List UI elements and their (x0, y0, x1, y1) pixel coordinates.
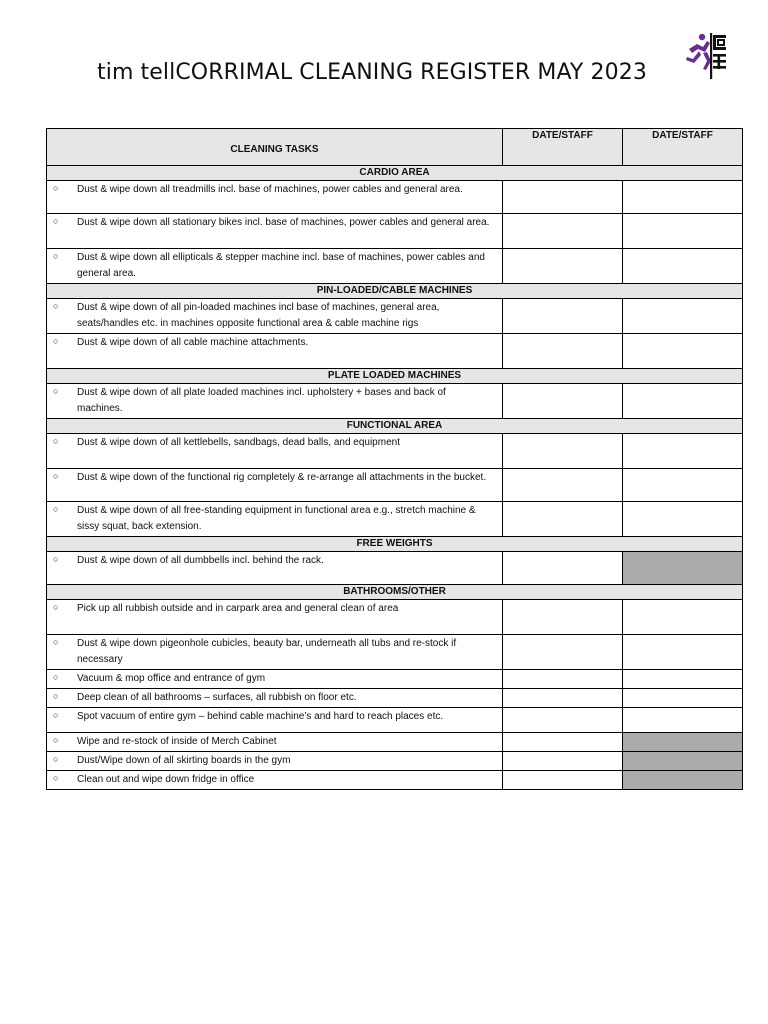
bullet-icon: ○ (53, 471, 59, 481)
section-row-plate-loaded-machines (47, 369, 743, 384)
bullet-icon: ○ (53, 436, 59, 446)
date-staff-cell-1[interactable] (503, 733, 623, 752)
table-row (47, 299, 743, 334)
date-staff-cell-2[interactable] (623, 299, 743, 334)
bullet-icon: ○ (53, 251, 59, 261)
task-text: Dust/Wipe down of all skirting boards in the gym (77, 755, 291, 766)
table-row (47, 670, 743, 689)
cleaning-tasks-header: CLEANING TASKS (47, 129, 503, 166)
bullet-icon: ○ (53, 710, 59, 720)
task-cell (47, 502, 503, 537)
date-staff-cell-1[interactable] (503, 708, 623, 733)
task-cell (47, 752, 503, 771)
bullet-icon: ○ (53, 773, 59, 783)
date-staff-cell-2[interactable] (623, 689, 743, 708)
task-cell (47, 635, 503, 670)
bullet-icon: ○ (53, 602, 59, 612)
bullet-icon: ○ (53, 691, 59, 701)
date-staff-cell-2[interactable] (623, 635, 743, 670)
table-row (47, 502, 743, 537)
date-staff-cell-2-shaded (623, 552, 743, 585)
table-row (47, 552, 743, 585)
task-text: Wipe and re-stock of inside of Merch Cabinet (77, 736, 277, 747)
task-text: Dust & wipe down of all cable machine attachments. (77, 337, 309, 348)
table-row (47, 434, 743, 469)
task-text: Clean out and wipe down fridge in office (77, 774, 255, 785)
section-row-pin-loaded-cable-machines (47, 284, 743, 299)
date-staff-cell-1[interactable] (503, 181, 623, 214)
table-row (47, 600, 743, 635)
bullet-icon: ○ (53, 504, 59, 514)
date-staff-cell-2[interactable] (623, 181, 743, 214)
bullet-icon: ○ (53, 183, 59, 193)
task-text: Dust & wipe down all treadmills incl. base of machines, power cables and general area. (77, 184, 463, 195)
date-staff-header-2: DATE/STAFF (623, 129, 743, 166)
date-staff-cell-2[interactable] (623, 384, 743, 419)
bullet-icon: ○ (53, 554, 59, 564)
table-row (47, 469, 743, 502)
bullet-icon: ○ (53, 637, 59, 647)
task-text: Dust & wipe down pigeonhole cubicles, beauty bar, underneath all tubs and re-stock if necessary (77, 638, 457, 665)
section-heading: FUNCTIONAL AREA (47, 419, 743, 434)
date-staff-cell-2[interactable] (623, 434, 743, 469)
bullet-icon: ○ (53, 216, 59, 226)
task-cell (47, 771, 503, 790)
date-staff-cell-2[interactable] (623, 708, 743, 733)
date-staff-cell-1[interactable] (503, 214, 623, 249)
date-staff-cell-2[interactable] (623, 334, 743, 369)
task-cell (47, 299, 503, 334)
task-cell (47, 214, 503, 249)
task-text: Dust & wipe down of all kettlebells, sandbags, dead balls, and equipment (77, 437, 400, 448)
date-staff-cell-1[interactable] (503, 600, 623, 635)
task-cell (47, 384, 503, 419)
table-row (47, 733, 743, 752)
fitness-runner-logo-icon (683, 27, 731, 81)
section-heading: CARDIO AREA (47, 166, 743, 181)
date-staff-cell-1[interactable] (503, 502, 623, 537)
table-row (47, 181, 743, 214)
bullet-icon: ○ (53, 672, 59, 682)
task-text: Vacuum & mop office and entrance of gym (77, 673, 266, 684)
date-staff-cell-2[interactable] (623, 502, 743, 537)
table-header-row (47, 129, 743, 166)
date-staff-cell-1[interactable] (503, 434, 623, 469)
task-cell (47, 708, 503, 733)
table-row (47, 771, 743, 790)
task-text: Dust & wipe down of all plate loaded machines incl. upholstery + bases and back of machines. (77, 387, 446, 414)
task-cell (47, 469, 503, 502)
section-heading: PIN-LOADED/CABLE MACHINES (47, 284, 743, 299)
task-text: Dust & wipe down of all free-standing equipment in functional area e.g., stretch machine & sissy squat, back extension. (77, 505, 476, 532)
table-row (47, 249, 743, 284)
table-row (47, 635, 743, 670)
date-staff-cell-1[interactable] (503, 299, 623, 334)
date-staff-cell-1[interactable] (503, 552, 623, 585)
section-row-free-weights (47, 537, 743, 552)
task-text: Spot vacuum of entire gym – behind cable machine’s and hard to reach places etc. (77, 711, 444, 722)
section-row-functional-area (47, 419, 743, 434)
bullet-icon: ○ (53, 735, 59, 745)
date-staff-cell-1[interactable] (503, 752, 623, 771)
task-text: Deep clean of all bathrooms – surfaces, all rubbish on floor etc. (77, 692, 357, 703)
task-text: Dust & wipe down of all pin-loaded machines incl base of machines, general area, seats/handles etc. in machines opposite functional area & cable machine rigs (77, 302, 440, 329)
bullet-icon: ○ (53, 301, 59, 311)
page-title: tim tellCORRIMAL CLEANING REGISTER MAY 2023 (97, 60, 647, 85)
task-cell (47, 181, 503, 214)
date-staff-cell-1[interactable] (503, 334, 623, 369)
date-staff-cell-1[interactable] (503, 384, 623, 419)
table-row (47, 384, 743, 419)
table-row (47, 214, 743, 249)
date-staff-cell-1[interactable] (503, 689, 623, 708)
date-staff-cell-2[interactable] (623, 214, 743, 249)
date-staff-cell-2-shaded (623, 733, 743, 752)
bullet-icon: ○ (53, 336, 59, 346)
task-cell (47, 249, 503, 284)
cleaning-register-table (46, 128, 743, 790)
date-staff-cell-1[interactable] (503, 469, 623, 502)
section-heading: BATHROOMS/OTHER (47, 585, 743, 600)
task-text: Dust & wipe down all ellipticals & stepper machine incl. base of machines, power cables and general area. (77, 252, 485, 279)
table-row (47, 752, 743, 771)
date-staff-cell-2-shaded (623, 771, 743, 790)
date-staff-cell-2[interactable] (623, 469, 743, 502)
table-row (47, 334, 743, 369)
task-cell (47, 689, 503, 708)
task-text: Pick up all rubbish outside and in carpark area and general clean of area (77, 603, 399, 614)
date-staff-cell-1[interactable] (503, 635, 623, 670)
task-cell (47, 670, 503, 689)
date-staff-cell-1[interactable] (503, 249, 623, 284)
date-staff-cell-2[interactable] (623, 600, 743, 635)
task-cell (47, 434, 503, 469)
task-text: Dust & wipe down of all dumbbells incl. behind the rack. (77, 555, 324, 566)
table-row (47, 689, 743, 708)
date-staff-cell-2-shaded (623, 752, 743, 771)
date-staff-header-1: DATE/STAFF (503, 129, 623, 166)
task-cell (47, 600, 503, 635)
table-row (47, 708, 743, 733)
date-staff-cell-1[interactable] (503, 670, 623, 689)
section-row-bathrooms-other (47, 585, 743, 600)
date-staff-cell-2[interactable] (623, 249, 743, 284)
task-cell (47, 334, 503, 369)
bullet-icon: ○ (53, 754, 59, 764)
task-cell (47, 733, 503, 752)
task-cell (47, 552, 503, 585)
section-row-cardio-area (47, 166, 743, 181)
section-heading: PLATE LOADED MACHINES (47, 369, 743, 384)
section-heading: FREE WEIGHTS (47, 537, 743, 552)
task-text: Dust & wipe down all stationary bikes incl. base of machines, power cables and general area. (77, 217, 490, 228)
task-text: Dust & wipe down of the functional rig completely & re-arrange all attachments in the bucket. (77, 472, 487, 483)
date-staff-cell-1[interactable] (503, 771, 623, 790)
bullet-icon: ○ (53, 386, 59, 396)
date-staff-cell-2[interactable] (623, 670, 743, 689)
